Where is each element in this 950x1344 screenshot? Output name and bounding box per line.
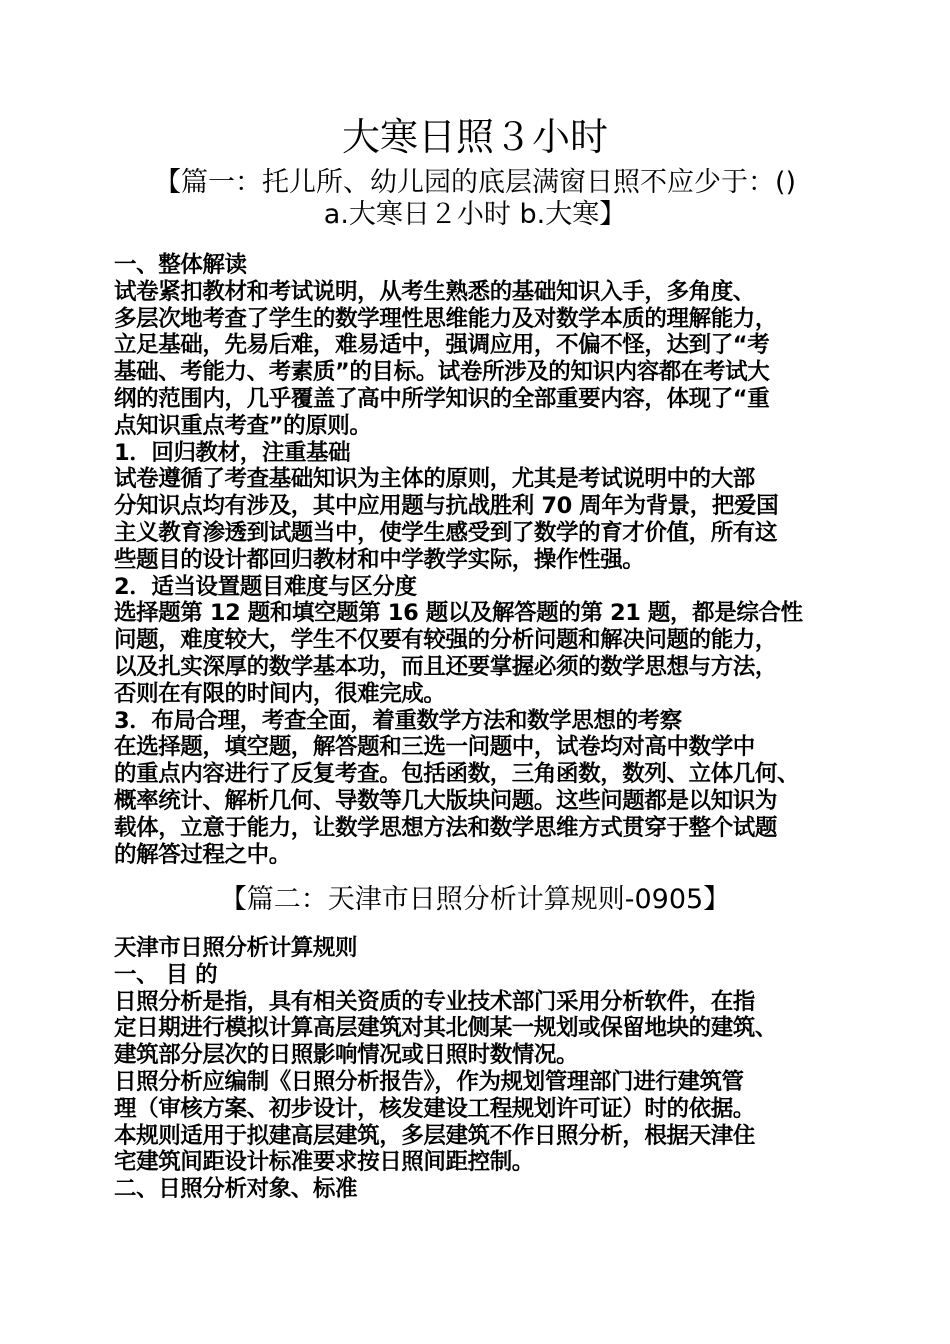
subtitle-line-2: a.大寒日２小时 b.大寒】 <box>323 199 627 230</box>
text-line: 基础、考能力、考素质”的目标。试卷所涉及的知识内容都在考试大 <box>114 359 770 386</box>
text-line: 理（审核方案、初步设计，核发建设工程规划许可证）时的依据。 <box>114 1095 755 1122</box>
text-line: 否则在有限的时间内，很难完成。 <box>114 680 446 707</box>
text-line: 以及扎实深厚的数学基本功，而且还要掌握必须的数学思想与方法， <box>114 653 778 680</box>
text-line: 二、日照分析对象、标准 <box>114 1176 358 1203</box>
text-line: 宅建筑间距设计标准要求按日照间距控制。 <box>114 1149 534 1176</box>
text-line: 多层次地考查了学生的数学理性思维能力及对数学本质的理解能力， <box>114 305 778 332</box>
section2-title: 【篇二：天津市日照分析计算规则-0905】 <box>219 884 731 915</box>
text-line: 些题目的设计都回归教材和中学教学实际，操作性强。 <box>114 546 645 573</box>
text-line: 日照分析是指，具有相关资质的专业技术部门采用分析软件，在指 <box>114 988 755 1015</box>
text-line: 2．适当设置题目难度与区分度 <box>114 573 417 600</box>
text-line: 天津市日照分析计算规则 <box>114 935 358 961</box>
part1-body <box>114 252 844 868</box>
text-line: 载体，立意于能力，让数学思想方法和数学思维方式贯穿于整个试题 <box>114 814 778 841</box>
text-line: 在选择题，填空题，解答题和三选一问题中，试卷均对高中数学中 <box>114 734 755 761</box>
text-line: 的重点内容进行了反复考查。包括函数，三角函数，数列、立体几何、 <box>114 761 800 788</box>
text-line: 1．回归教材，注重基础 <box>114 439 351 466</box>
text-line: 一、 目 的 <box>114 961 218 988</box>
subtitle-line-1: 【篇一：托儿所、幼儿园的底层满窗日照不应少于：() <box>153 167 797 198</box>
text-line: 试卷遵循了考查基础知识为主体的原则，尤其是考试说明中的大部 <box>114 466 755 493</box>
text-line: 选择题第 12 题和填空题第 16 题以及解答题的第 21 题，都是综合性 <box>114 600 803 627</box>
text-line: 的解答过程之中。 <box>114 841 291 868</box>
text-line: 定日期进行模拟计算高层建筑对其北侧某一规划或保留地块的建筑、 <box>114 1015 778 1042</box>
text-line: 日照分析应编制《日照分析报告》，作为规划管理部门进行建筑管 <box>114 1068 744 1095</box>
text-line: 立足基础，先易后难，难易适中，强调应用，不偏不怪，达到了“考 <box>114 332 770 359</box>
document-title: 大寒日照３小时 <box>341 115 608 159</box>
text-line: 建筑部分层次的日照影响情况或日照时数情况。 <box>114 1042 579 1069</box>
part2-body <box>114 935 844 1203</box>
text-line: 概率统计、解析几何、导数等几大版块问题。这些问题都是以知识为 <box>114 787 778 814</box>
text-line: 点知识重点考查”的原则。 <box>114 412 372 439</box>
text-line: 3．布局合理，考查全面，着重数学方法和数学思想的考察 <box>114 707 682 734</box>
text-line: 本规则适用于拟建高层建筑，多层建筑不作日照分析，根据天津住 <box>114 1122 755 1149</box>
text-line: 分知识点均有涉及，其中应用题与抗战胜利 70 周年为背景，把爱国 <box>114 493 779 520</box>
text-line: 一、整体解读 <box>114 252 247 278</box>
text-line: 主义教育渗透到试题当中，使学生感受到了数学的育才价值，所有这 <box>114 519 778 546</box>
text-line: 纲的范围内，几乎覆盖了高中所学知识的全部重要内容，体现了“重 <box>114 385 770 412</box>
text-line: 试卷紧扣教材和考试说明，从考生熟悉的基础知识入手，多角度、 <box>114 278 755 305</box>
text-line: 问题，难度较大，学生不仅要有较强的分析问题和解决问题的能力， <box>114 627 778 654</box>
